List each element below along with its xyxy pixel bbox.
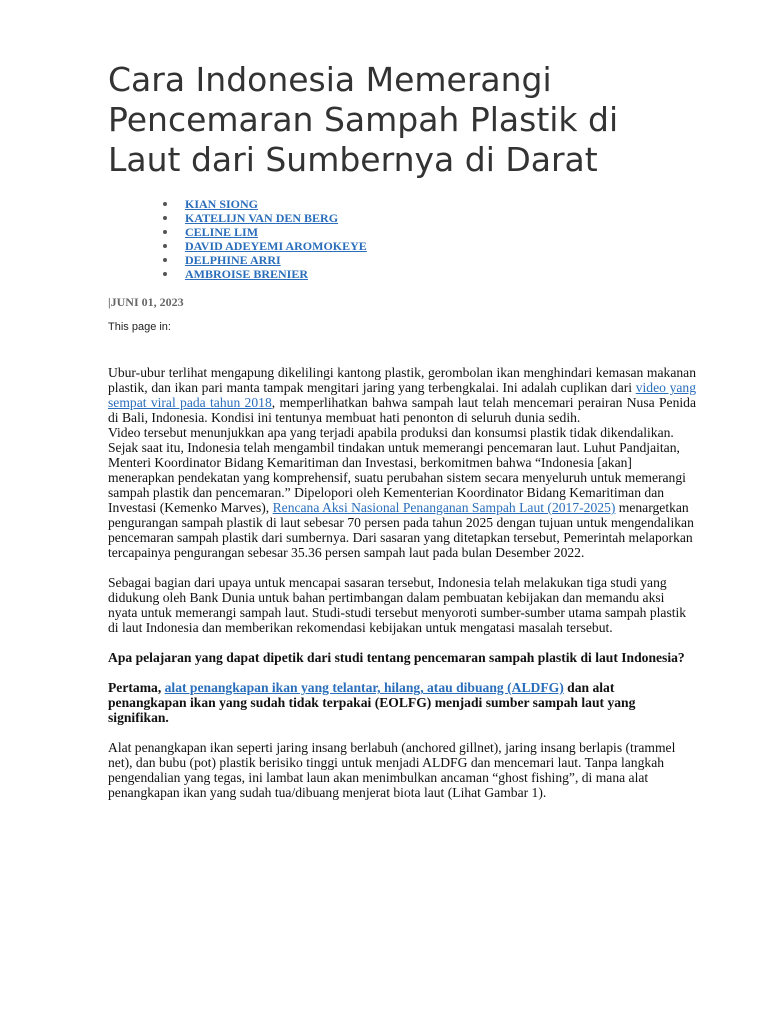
author-link[interactable]: CELINE LIM [185,225,259,239]
author-list [108,197,696,281]
author-item [185,239,696,253]
author-link[interactable]: KATELIJN VAN DEN BERG [185,211,339,225]
author-link[interactable]: DAVID ADEYEMI AROMOKEYE [185,239,367,253]
author-link[interactable]: AMBROISE BRENIER [185,267,309,281]
article [108,60,696,800]
author-item [185,225,696,239]
author-item [185,253,696,267]
paragraph-text: Video tersebut menunjukkan apa yang terjadi apabila produksi dan konsumsi plastik tidak dikendalikan. Sejak saat itu, Indonesia telah mengambil tindakan untuk memerangi pencemaran laut. Luhut Pandjaitan, Menteri Koordinator Bidang Kemaritiman dan Investasi, berkomitmen bahwa “Indonesia [akan] menerapkan pendekatan yang komprehensif, suatu perubahan sistem secara menyeluruh untuk memerangi sampah plastik dan pencemaran.” Dipelopori oleh Kementerian Koordinator Bidang Kemaritiman dan Investasi (Kemenko Marves), [108,425,686,515]
author-item [185,197,696,211]
paragraph-text: Ubur-ubur terlihat mengapung dikelilingi kantong plastik, gerombolan ikan menghindari kemasan makanan plastik, dan ikan pari manta tampak mengitari jaring yang terbengkalai. Ini adalah cuplikan dari [108,365,696,395]
publish-date: |JUNI 01, 2023 [108,295,184,309]
section-question: Apa pelajaran yang dapat dipetik dari studi tentang pencemaran sampah plastik di laut Indonesia? [108,650,685,665]
author-item [185,211,696,225]
page-in-label: This page in: [108,321,171,333]
paragraph-first-lesson [108,680,696,725]
paragraph-text: dan alat penangkapan ikan yang sudah tidak terpakai (EOLFG) menjadi sumber sampah laut yang signifikan. [108,680,636,725]
author-link[interactable]: DELPHINE ARRI [185,253,281,267]
video-link[interactable]: video yang sempat viral pada tahun 2018 [108,380,696,410]
action-plan-link[interactable]: Rencana Aksi Nasional Penanganan Sampah Laut (2017-2025) [272,500,616,515]
aldfg-link[interactable]: alat penangkapan ikan yang telantar, hilang, atau dibuang (ALDFG) [164,680,564,695]
paragraph-fishing-gear: Alat penangkapan ikan seperti jaring insang berlabuh (anchored gillnet), jaring insang berlapis (trammel net), dan bubu (pot) plastik berisiko tinggi untuk menjadi ALDFG dan mencemari laut. Tanpa langkah pengendalian yang tegas, ini lambat laun akan menimbulkan ancaman “ghost fishing”, di mana alat penangkapan ikan yang sudah tua/dibuang menjerat biota laut (Lihat Gambar 1). [108,740,676,800]
author-item [185,267,696,281]
paragraph-intro [108,365,696,425]
paragraph-text: Pertama, [108,680,165,695]
paragraph-studies: Sebagai bagian dari upaya untuk mencapai sasaran tersebut, Indonesia telah melakukan tiga studi yang didukung oleh Bank Dunia untuk bahan pertimbangan dalam pembuatan kebijakan dan memandu aksi nyata untuk memerangi sampah laut. Studi-studi tersebut menyoroti sumber-sumber utama sampah plastik di laut Indonesia dan memberikan rekomendasi kebijakan untuk mengatasi masalah tersebut. [108,575,687,635]
page-title: Cara Indonesia Memerangi Pencemaran Sampah Plastik di Laut dari Sumbernya di Darat [108,60,619,179]
paragraph-text: menargetkan pengurangan sampah plastik di laut sebesar 70 persen pada tahun 2025 dengan tujuan untuk mengendalikan pencemaran sampah plastik dari sumbernya. Dari sasaran yang ditetapkan tersebut, Pemerintah melaporkan tercapainya pengurangan sebesar 35.36 persen sampah laut pada bulan Desember 2022. [108,500,694,560]
author-link[interactable]: KIAN SIONG [185,197,259,211]
paragraph-text: , memperlihatkan bahwa sampah laut telah mencemari perairan Nusa Penida di Bali, Indonesia. Kondisi ini tentunya membuat hati penonton di seluruh dunia sedih. [108,395,696,425]
paragraph-video [108,425,696,560]
